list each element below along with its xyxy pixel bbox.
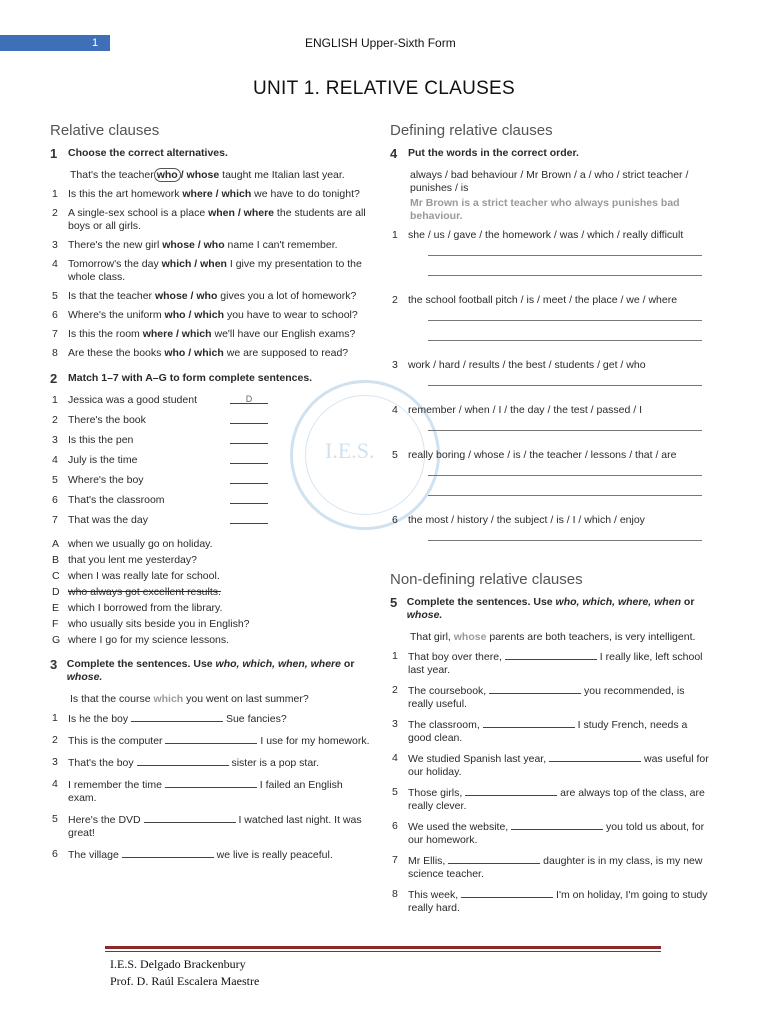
- answer-line[interactable]: [428, 484, 702, 496]
- question-number: 7: [52, 514, 58, 526]
- question-number: 3: [392, 359, 398, 371]
- question-text: [68, 347, 370, 360]
- text-segment: was useful for our holiday.: [408, 753, 709, 778]
- question-number: 4: [392, 752, 398, 764]
- text-segment: the students are all boys or all girls.: [68, 207, 366, 232]
- text-segment: The village: [68, 849, 122, 861]
- option-letter: C: [52, 570, 60, 582]
- alternative-choice[interactable]: who / which: [164, 309, 225, 321]
- answer-blank[interactable]: [489, 684, 581, 694]
- question-text: work / hard / results / the best / students / get / who: [408, 359, 646, 371]
- answer-line[interactable]: [428, 529, 702, 541]
- question-item: [50, 756, 370, 770]
- text-segment: I failed an English exam.: [68, 779, 343, 804]
- text-segment: you recommended, is really useful.: [408, 685, 685, 710]
- page-number: 1: [92, 37, 99, 49]
- text-segment: Those girls,: [408, 787, 466, 799]
- footer-rule: [105, 946, 661, 949]
- option-letter: G: [52, 634, 61, 646]
- text-segment: we'll have our English exams?: [211, 328, 356, 340]
- question-text: [408, 718, 710, 745]
- exercise-4-example-words: always / bad behaviour / Mr Brown / a / who / strict teacher / punishes / is: [410, 169, 689, 194]
- text-segment: I study French, needs a good clean.: [408, 719, 688, 744]
- exercise-3-items: [50, 712, 370, 862]
- spacer: [390, 504, 710, 514]
- text-segment: you have to wear to school?: [224, 309, 358, 321]
- question-text: [68, 813, 370, 840]
- question-number: 5: [52, 813, 58, 825]
- option-text: where I go for my science lessons.: [68, 634, 230, 646]
- question-item: [50, 848, 370, 862]
- text-segment: That boy over there,: [408, 651, 505, 663]
- answer-line[interactable]: [428, 309, 702, 321]
- match-text: That was the day: [68, 514, 148, 526]
- exercise-2-options: [50, 538, 370, 647]
- text-segment: I really like, left school last year.: [408, 651, 703, 676]
- question-number: 6: [52, 309, 58, 321]
- question-text: [68, 734, 370, 748]
- match-text: July is the time: [68, 454, 138, 466]
- question-number: 1: [52, 712, 58, 724]
- alternative-choice[interactable]: whose / who: [154, 290, 218, 302]
- question-text: remember / when / I / the day / the test / passed / I: [408, 404, 643, 416]
- alternative-choice[interactable]: who / which: [164, 347, 224, 359]
- question-number: 3: [52, 756, 58, 768]
- answer-blank[interactable]: [165, 778, 257, 788]
- answer-blank[interactable]: [230, 454, 268, 464]
- exercise-5-example: That girl, whose parents are both teachers, is very intelligent.: [410, 631, 696, 643]
- spacer: [390, 349, 710, 359]
- exercise-instruction: Choose the correct alternatives.: [68, 147, 228, 159]
- question-item: [390, 684, 710, 711]
- question-number: 4: [52, 258, 58, 270]
- question-number: 2: [52, 414, 58, 426]
- question-item: [390, 718, 710, 745]
- question-text: really boring / whose / is / the teacher / lessons / that / are: [408, 449, 677, 461]
- question-text: [408, 684, 710, 711]
- match-text: There's the book: [68, 414, 146, 426]
- exercise-2-items: [50, 394, 370, 527]
- match-text: Is this the pen: [68, 434, 134, 446]
- question-number: 6: [52, 494, 58, 506]
- footer-school: I.E.S. Delgado Brackenbury: [110, 957, 246, 971]
- question-item: [390, 854, 710, 881]
- text-segment: This week,: [408, 889, 462, 901]
- option-letter: B: [52, 554, 60, 566]
- text-segment: Is this the room: [68, 328, 143, 340]
- answer-blank[interactable]: [122, 848, 214, 858]
- answer-blank[interactable]: [511, 820, 603, 830]
- answer-blank[interactable]: [137, 756, 229, 766]
- question-item: [390, 359, 710, 372]
- text-segment: name I can't remember.: [224, 239, 338, 251]
- question-number: 5: [52, 474, 58, 486]
- answer-blank[interactable]: [230, 414, 268, 424]
- spacer: [390, 549, 710, 559]
- answer-blank[interactable]: [505, 650, 597, 660]
- question-number: 5: [392, 786, 398, 798]
- match-option: [50, 538, 370, 551]
- question-text: [68, 239, 370, 252]
- question-number: 2: [52, 734, 58, 746]
- text-segment: I'm on holiday, I'm going to study really hard.: [408, 889, 708, 914]
- match-option: [50, 554, 370, 567]
- answer-blank[interactable]: [465, 786, 557, 796]
- answer-blank[interactable]: [230, 474, 268, 484]
- answer-line[interactable]: [428, 329, 702, 341]
- question-number: 6: [392, 820, 398, 832]
- example-answer: whose: [453, 631, 487, 643]
- question-item: [390, 229, 710, 242]
- exercise-instruction: Complete the sentences. Use who, which, when, where or whose.: [66, 658, 355, 683]
- question-item: [390, 752, 710, 779]
- match-item: [50, 494, 370, 507]
- section-title-non-defining: Non-defining relative clauses: [390, 571, 583, 588]
- exercise-4-items: [390, 229, 710, 559]
- question-text: the school football pitch / is / meet / the place / we / where: [408, 294, 678, 306]
- question-item: [50, 347, 370, 360]
- exercise-1-items: [50, 188, 370, 360]
- footer-rule-thin: [105, 951, 661, 952]
- question-number: 6: [52, 848, 58, 860]
- text-segment: gives you a lot of homework?: [217, 290, 357, 302]
- match-option: [50, 634, 370, 647]
- answer-blank[interactable]: [448, 854, 540, 864]
- question-item: [390, 650, 710, 677]
- alternative-choice[interactable]: where / which: [182, 188, 252, 200]
- match-option: [50, 586, 370, 599]
- question-item: [50, 309, 370, 322]
- exercise-instruction: Complete the sentences. Use who, which, where, when or whose.: [406, 596, 695, 621]
- question-text: [68, 258, 370, 284]
- question-number: 3: [392, 718, 398, 730]
- match-option: [50, 618, 370, 631]
- question-item: [50, 778, 370, 805]
- match-item: [50, 434, 370, 447]
- exercise-number: 4: [390, 146, 398, 161]
- spacer: [390, 439, 710, 449]
- text-segment: The coursebook,: [408, 685, 490, 697]
- spacer: [390, 394, 710, 404]
- section-title-relative-clauses: Relative clauses: [50, 122, 160, 139]
- option-text: which I borrowed from the library.: [68, 602, 223, 614]
- question-item: [390, 294, 710, 307]
- question-number: 1: [52, 188, 58, 200]
- question-number: 2: [52, 207, 58, 219]
- example-answer: which: [153, 693, 184, 705]
- option-text: who usually sits beside you in English?: [68, 618, 250, 630]
- option-text: that you lent me yesterday?: [68, 554, 197, 566]
- answer-line[interactable]: [428, 244, 702, 256]
- option-letter: A: [52, 538, 60, 550]
- question-item: [50, 239, 370, 252]
- footer-teacher: Prof. D. Raúl Escalera Maestre: [110, 974, 260, 988]
- answer-line[interactable]: [428, 264, 702, 276]
- question-text: [408, 888, 710, 915]
- question-number: 5: [392, 449, 398, 461]
- right-column: [390, 124, 710, 922]
- question-text: [408, 650, 710, 677]
- option-text: when we usually go on holiday.: [68, 538, 213, 550]
- text-segment: are always top of the class, are really clever.: [408, 787, 705, 812]
- question-text: [68, 712, 370, 726]
- text-segment: There's the new girl: [68, 239, 163, 251]
- option-letter: D: [52, 586, 60, 598]
- exercise-3-example: Is that the course which you went on last summer?: [70, 693, 309, 705]
- question-number: 3: [52, 239, 58, 251]
- answer-blank[interactable]: [230, 514, 268, 524]
- match-option: [50, 570, 370, 583]
- text-segment: The classroom,: [408, 719, 483, 731]
- question-text: [408, 786, 710, 813]
- text-segment: we have to do tonight?: [251, 188, 360, 200]
- match-item: [50, 514, 370, 527]
- question-number: 4: [52, 778, 58, 790]
- option-text: who always got excellent results.: [68, 586, 221, 598]
- question-text: [408, 854, 710, 881]
- exercise-1-example: That's the teacher who / whose taught me Italian last year.: [70, 169, 345, 181]
- exercise-number: 1: [50, 146, 58, 161]
- question-text: [68, 756, 370, 770]
- question-number: 4: [52, 454, 58, 466]
- question-text: [68, 290, 370, 303]
- question-item: [50, 328, 370, 341]
- exercise-2-header: [50, 372, 370, 385]
- text-segment: you told us about, for our homework.: [408, 821, 705, 846]
- match-item: [50, 394, 370, 407]
- question-text: the most / history / the subject / is / I / which / enjoy: [408, 514, 645, 526]
- option-letter: F: [52, 618, 59, 630]
- question-item: [50, 734, 370, 748]
- question-number: 1: [52, 394, 58, 406]
- question-item: [50, 207, 370, 233]
- text-segment: Where's the uniform: [68, 309, 165, 321]
- spacer: [390, 284, 710, 294]
- question-number: 8: [392, 888, 398, 900]
- answer-blank[interactable]: [230, 494, 268, 504]
- question-number: 1: [392, 650, 398, 662]
- question-number: 7: [52, 328, 58, 340]
- question-text: she / us / gave / the homework / was / which / really difficult: [408, 229, 684, 241]
- option-letter: E: [52, 602, 60, 614]
- question-item: [390, 449, 710, 462]
- exercise-4-header: [390, 147, 710, 160]
- question-text: [408, 752, 710, 779]
- question-item: [390, 404, 710, 417]
- text-segment: Is he the boy: [68, 713, 132, 725]
- text-segment: A single-sex school is a place: [68, 207, 209, 219]
- exercise-number: 5: [390, 595, 398, 610]
- exercise-number: 3: [50, 657, 58, 672]
- option-text: when I was really late for school.: [68, 570, 220, 582]
- text-segment: sister is a pop star.: [228, 757, 320, 769]
- question-text: [68, 328, 370, 341]
- match-item: [50, 414, 370, 427]
- exercise-4-example-answer: Mr Brown is a strict teacher who always punishes bad behaviour.: [410, 197, 680, 222]
- text-segment: This is the computer: [68, 735, 166, 747]
- text-segment: we are supposed to read?: [223, 347, 349, 359]
- unit-title: UNIT 1. RELATIVE CLAUSES: [252, 78, 516, 99]
- question-text: [408, 820, 710, 847]
- question-item: [50, 712, 370, 726]
- answer-line[interactable]: [428, 464, 702, 476]
- answer-blank[interactable]: [461, 888, 553, 898]
- match-text: Jessica was a good student: [68, 394, 197, 406]
- exercise-1-header: [50, 147, 370, 160]
- question-item: [390, 888, 710, 915]
- exercise-instruction: Match 1–7 with A–G to form complete sentences.: [68, 372, 313, 384]
- exercise-instruction: Put the words in the correct order.: [408, 147, 579, 159]
- alternative-choice[interactable]: when / where: [208, 207, 275, 219]
- question-number: 4: [392, 404, 398, 416]
- match-item: [50, 454, 370, 467]
- left-column: [50, 124, 370, 870]
- question-text: [68, 848, 370, 862]
- header-title: ENGLISH Upper-Sixth Form: [305, 36, 456, 50]
- text-segment: we live is really peaceful.: [213, 849, 333, 861]
- question-text: [68, 207, 370, 233]
- section-title-defining: Defining relative clauses: [390, 122, 553, 139]
- question-item: [50, 290, 370, 303]
- text-segment: daughter is in my class, is my new science teacher.: [408, 855, 703, 880]
- exercise-3-header: [50, 658, 370, 684]
- answer-blank[interactable]: [483, 718, 575, 728]
- text-segment: Here's the DVD: [68, 814, 144, 826]
- text-segment: Is this the art homework: [68, 188, 183, 200]
- match-option: [50, 602, 370, 615]
- answer-blank[interactable]: [549, 752, 641, 762]
- question-number: 2: [392, 294, 398, 306]
- school-stamp-text: I.E.S.: [325, 438, 375, 463]
- question-number: 7: [392, 854, 398, 866]
- alternative-choice[interactable]: where / which: [142, 328, 212, 340]
- question-item: [50, 813, 370, 840]
- text-segment: I remember the time: [68, 779, 165, 791]
- question-number: 1: [392, 229, 398, 241]
- answer-line[interactable]: [428, 419, 702, 431]
- exercise-5-items: [390, 650, 710, 915]
- question-text: [68, 778, 370, 805]
- answer-blank[interactable]: [165, 734, 257, 744]
- text-segment: I watched last night. It was great!: [68, 814, 362, 839]
- text-segment: Is that the teacher: [68, 290, 155, 302]
- question-text: [68, 188, 370, 201]
- text-segment: I use for my homework.: [257, 735, 370, 747]
- text-segment: We studied Spanish last year,: [408, 753, 550, 765]
- question-number: 5: [52, 290, 58, 302]
- match-item: [50, 474, 370, 487]
- answer-blank[interactable]: D: [230, 394, 268, 404]
- answer-blank[interactable]: [230, 434, 268, 444]
- text-segment: Sue fancies?: [223, 713, 287, 725]
- text-segment: We used the website,: [408, 821, 512, 833]
- question-item: [50, 258, 370, 284]
- question-number: 6: [392, 514, 398, 526]
- text-segment: I give my presentation to the whole class.: [68, 258, 362, 283]
- text-segment: That's the boy: [68, 757, 137, 769]
- text-segment: Mr Ellis,: [408, 855, 449, 867]
- question-item: [390, 514, 710, 527]
- exercise-number: 2: [50, 371, 58, 386]
- exercise-5-header: [390, 596, 710, 622]
- answer-blank[interactable]: [131, 712, 223, 722]
- question-item: [390, 820, 710, 847]
- alternative-choice[interactable]: whose / who: [162, 239, 225, 251]
- question-item: [390, 786, 710, 813]
- question-number: 3: [52, 434, 58, 446]
- text-segment: Tomorrow's the day: [68, 258, 162, 270]
- circled-answer: who: [154, 168, 181, 182]
- alternative-choice[interactable]: which / when: [161, 258, 227, 270]
- match-text: Where's the boy: [68, 474, 144, 486]
- question-text: [68, 309, 370, 322]
- answer-blank[interactable]: [144, 813, 236, 823]
- footer: [110, 956, 259, 990]
- answer-line[interactable]: [428, 374, 702, 386]
- text-segment: Are these the books: [68, 347, 165, 359]
- match-text: That's the classroom: [68, 494, 165, 506]
- question-item: [50, 188, 370, 201]
- question-number: 8: [52, 347, 58, 359]
- question-number: 2: [392, 684, 398, 696]
